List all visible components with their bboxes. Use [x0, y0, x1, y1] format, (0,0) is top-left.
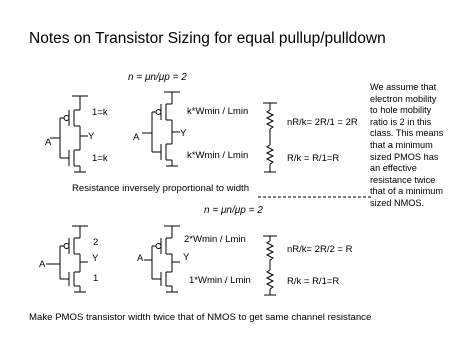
pmos-size-label-bottom-left: 2: [93, 237, 99, 248]
inverter-bottom-left: [46, 226, 88, 292]
resistor-network-bottom: [263, 236, 277, 295]
output-label-bottom-right: Y: [183, 252, 190, 263]
input-label-top-right: A: [133, 132, 140, 143]
pulldown-resistance-label-top: R/k = R/1=R: [287, 153, 340, 164]
inverter-bottom-right: [144, 226, 180, 292]
output-label-top-right: Y: [180, 128, 187, 139]
input-label-top-left: A: [45, 137, 52, 148]
nmos-size-label-top-left: 1=k: [92, 153, 108, 164]
pulldown-resistance-label-bottom: R/k = R/1=R: [287, 276, 340, 287]
caption-bottom: Make PMOS transistor width twice that of NMOS to get same channel resistance: [29, 312, 372, 323]
pmos-size-label-top-left: 1=k: [92, 107, 108, 118]
pullup-resistance-label-top: nR/k= 2R/1 = 2R: [287, 117, 358, 128]
output-label-top-left: Y: [88, 131, 95, 142]
nmos-size-label-bottom-right: 1*Wmin / Lmin: [189, 275, 251, 286]
mobility-ratio-label-top: n = μn/μp = 2: [128, 72, 187, 83]
input-label-bottom-right: A: [137, 253, 144, 264]
resistor-network-top: [263, 103, 277, 172]
input-label-bottom-left: A: [39, 259, 46, 270]
mobility-ratio-label-bottom: n = μn/μp = 2: [204, 205, 263, 216]
mobility-assumption-note: We assume that electron mobility to hole mobility ratio is 2 in this class. This means that a minimum sized PMOS has an effective resistance twice that of a minimum sized NMOS.: [370, 82, 444, 208]
pullup-resistance-label-bottom: nR/k= 2R/2 = R: [287, 244, 353, 255]
inverter-top-left: [50, 96, 88, 172]
pmos-size-label-top-right: k*Wmin / Lmin: [187, 106, 249, 117]
nmos-size-label-bottom-left: 1: [93, 273, 99, 284]
pmos-size-label-bottom-right: 2*Wmin / Lmin: [184, 234, 246, 245]
inverter-top-right: [142, 92, 180, 166]
output-label-bottom-left: Y: [92, 253, 99, 264]
nmos-size-label-top-right: k*Wmin / Lmin: [187, 150, 249, 161]
caption-top: Resistance inversely proportional to width: [72, 183, 250, 194]
slide-title: Notes on Transistor Sizing for equal pullup/pulldown: [29, 30, 386, 47]
